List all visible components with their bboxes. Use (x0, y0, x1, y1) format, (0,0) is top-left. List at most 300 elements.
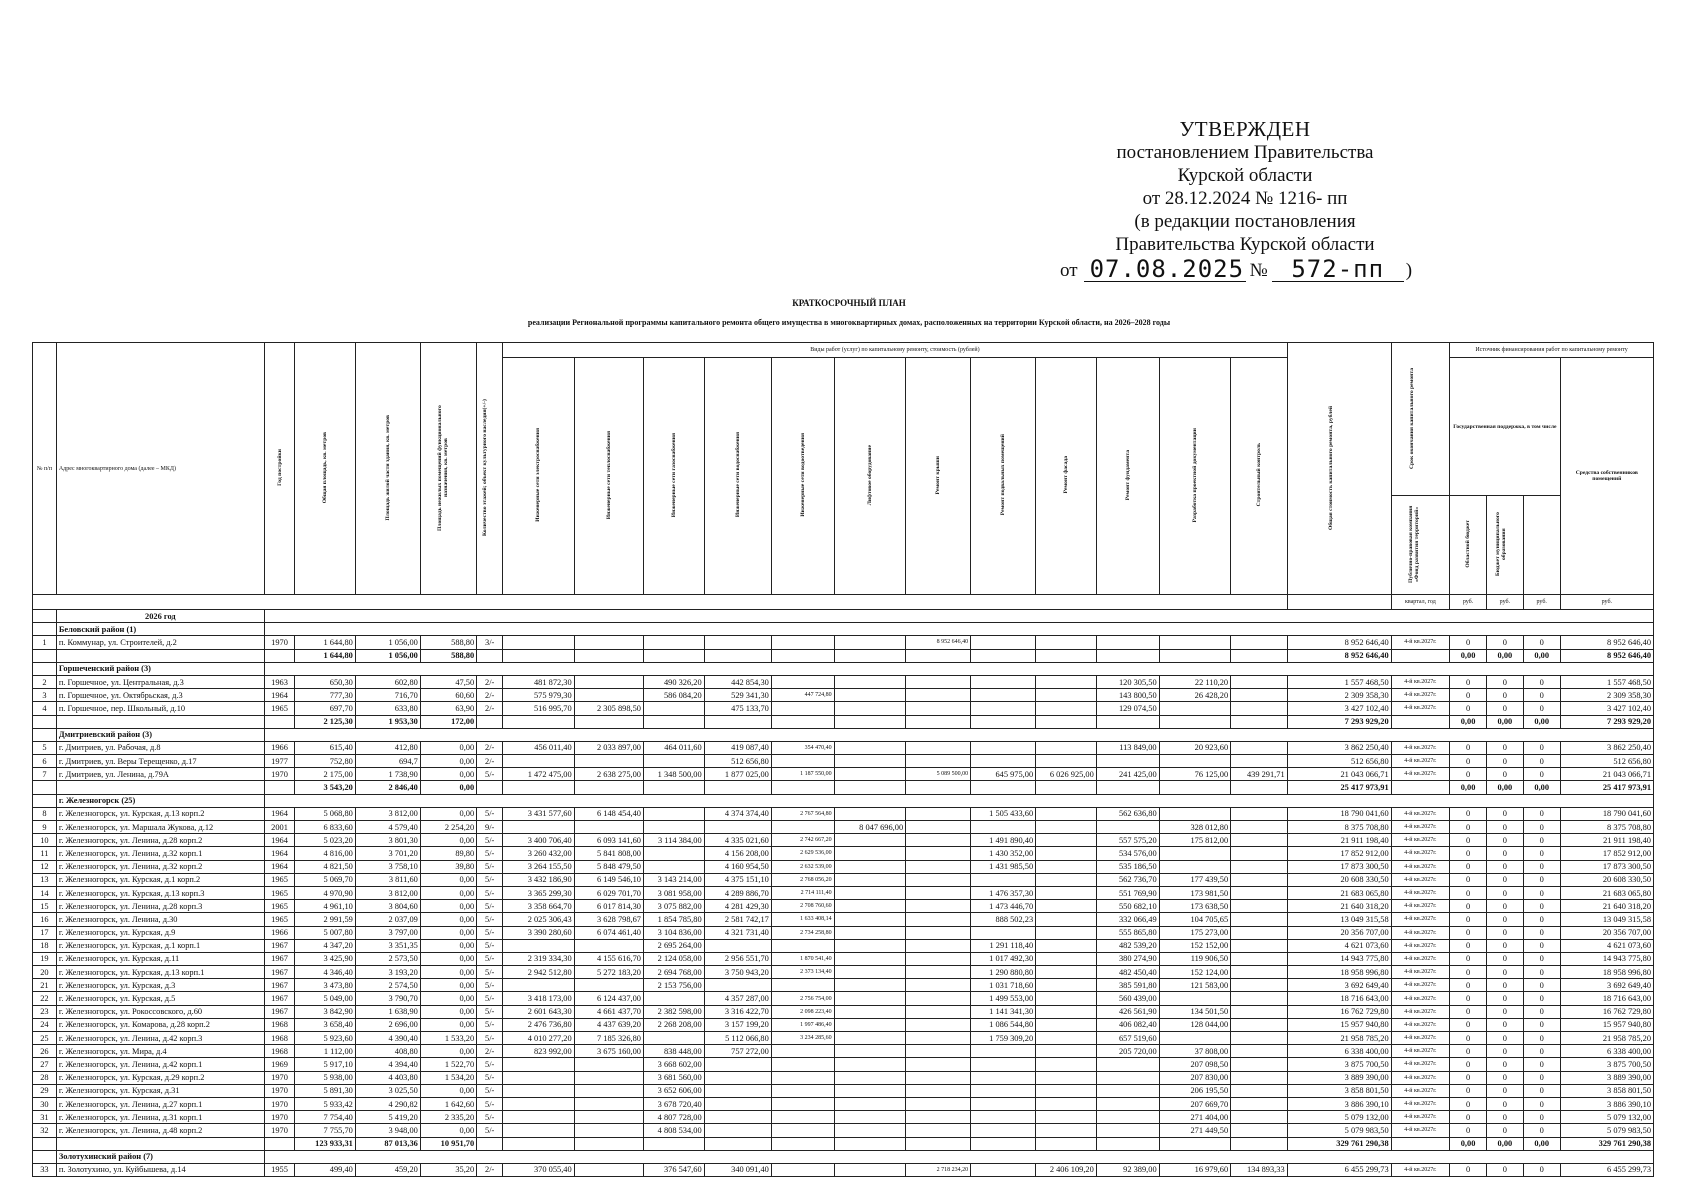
cell-f3: 0 (1523, 689, 1560, 702)
cell-lift (834, 1163, 906, 1176)
cell-f3: 0 (1523, 847, 1560, 860)
cell-nonres: 0,00 (420, 913, 476, 926)
cell-own: 2 309 358,30 (1560, 689, 1653, 702)
cell-gas: 3 114 384,00 (643, 834, 704, 847)
cell-sum: 21 640 318,20 (1287, 900, 1391, 913)
cell-ctrl (1231, 860, 1288, 873)
cell-f1: 0 (1450, 702, 1487, 715)
cell-power: 3 358 664,70 (503, 900, 575, 913)
cell-living: 2 573,50 (355, 952, 420, 965)
cell-addr: п. Золотухино, ул. Куйбышева, д.14 (56, 1163, 264, 1176)
cell-water: 1 877 025,00 (704, 768, 771, 781)
cell-term: 4-й кв.2027г. (1391, 675, 1450, 688)
cell-own: 5 079 983,50 (1560, 1124, 1653, 1137)
cell-addr: г. Железногорск, ул. Курская, д.13 корп.2 (56, 807, 264, 820)
cell-f3: 0 (1523, 992, 1560, 1005)
table-row (33, 966, 1654, 979)
cell-water: 4 156 208,00 (704, 847, 771, 860)
cell-n: 27 (33, 1058, 57, 1071)
table-row (33, 1084, 1654, 1097)
cell-own: 17 873 300,50 (1560, 860, 1653, 873)
cell-total: 4 347,20 (295, 939, 356, 952)
cell-nonres: 0,00 (420, 768, 476, 781)
cell-sewer (771, 979, 834, 992)
cell-found: 406 082,40 (1096, 1018, 1159, 1031)
cell-f2: 0 (1486, 1163, 1523, 1176)
cell-roof (906, 1005, 971, 1018)
funding-group-header: Источник финансирования работ по капитальному ремонту (1450, 343, 1654, 358)
cell-sewer: 2 632 539,00 (771, 860, 834, 873)
cell-found: 560 439,00 (1096, 992, 1159, 1005)
cell-own: 8 952 646,40 (1560, 649, 1653, 662)
cell-f3: 0 (1523, 807, 1560, 820)
cell-gas: 490 326,20 (643, 675, 704, 688)
cell-base: 1 141 341,30 (971, 1005, 1036, 1018)
col-total-area: Общая площадь, кв. метров (322, 431, 328, 504)
cell-base: 1 017 492,30 (971, 952, 1036, 965)
cell-design (1159, 992, 1231, 1005)
cell-own: 7 293 929,20 (1560, 715, 1653, 728)
cell-n: 15 (33, 900, 57, 913)
cell-total: 4 961,10 (295, 900, 356, 913)
cell-f1: 0 (1450, 860, 1487, 873)
cell-gas (643, 781, 704, 794)
cell-roof (906, 1137, 971, 1150)
cell-heat (574, 781, 643, 794)
cell-nonres: 1 642,60 (420, 1097, 476, 1110)
cell-gas: 3 681 560,00 (643, 1071, 704, 1084)
section-spacer (33, 794, 57, 807)
cell-nonres: 0,00 (420, 755, 476, 768)
cell-term: 4-й кв.2027г. (1391, 952, 1450, 965)
cell-ctrl (1231, 781, 1288, 794)
cell-f2: 0 (1486, 939, 1523, 952)
cell-f1: 0 (1450, 939, 1487, 952)
cell-sum: 5 079 983,50 (1287, 1124, 1391, 1137)
cell-living: 3 351,35 (355, 939, 420, 952)
cell-design: 207 098,50 (1159, 1058, 1231, 1071)
section-title: Горшеченский район (3) (56, 662, 264, 675)
cell-term: 4-й кв.2027г. (1391, 755, 1450, 768)
cell-water (704, 1071, 771, 1084)
cell-total: 499,40 (295, 1163, 356, 1176)
cell-sewer: 1 997 486,40 (771, 1018, 834, 1031)
cell-fl: 5/- (477, 768, 503, 781)
cell-facade (1036, 1018, 1097, 1031)
plan-table (32, 342, 1654, 1177)
cell-living: 3 758,10 (355, 860, 420, 873)
cell-sum: 25 417 973,91 (1287, 781, 1391, 794)
cell-year (264, 715, 294, 728)
cell-year: 1967 (264, 979, 294, 992)
cell-f3: 0 (1523, 1058, 1560, 1071)
cell-living: 408,80 (355, 1045, 420, 1058)
cell-f2: 0 (1486, 952, 1523, 965)
cell-facade (1036, 873, 1097, 886)
cell-year: 1964 (264, 689, 294, 702)
cell-power: 3 260 432,00 (503, 847, 575, 860)
cell-roof (906, 1124, 971, 1137)
section-fill (264, 1150, 1653, 1163)
table-row (33, 847, 1654, 860)
cell-ctrl: 134 893,33 (1231, 1163, 1288, 1176)
cell-fl: 2/- (477, 675, 503, 688)
cell-water: 419 087,40 (704, 741, 771, 754)
cell-n: 23 (33, 1005, 57, 1018)
state-support-header: Государственная поддержка, в том числе (1450, 358, 1560, 496)
cell-own: 3 427 102,40 (1560, 702, 1653, 715)
cell-fl: 2/- (477, 755, 503, 768)
cell-fl: 5/- (477, 1111, 503, 1124)
section-title: Дмитриевский район (3) (56, 728, 264, 741)
cell-f2: 0 (1486, 821, 1523, 834)
cell-facade (1036, 860, 1097, 873)
cell-ctrl (1231, 952, 1288, 965)
cell-base: 1 086 544,80 (971, 1018, 1036, 1031)
section-row (33, 728, 1654, 741)
cell-base (971, 715, 1036, 728)
table-row (33, 821, 1654, 834)
cell-f3: 0 (1523, 1071, 1560, 1084)
cell-heat (574, 715, 643, 728)
cell-fl: 2/- (477, 702, 503, 715)
cell-design: 207 830,00 (1159, 1071, 1231, 1084)
cell-lift (834, 755, 906, 768)
cell-total: 4 346,40 (295, 966, 356, 979)
cell-water (704, 1124, 771, 1137)
cell-year: 1965 (264, 913, 294, 926)
cell-nonres: 1 534,20 (420, 1071, 476, 1084)
cell-term: 4-й кв.2027г. (1391, 768, 1450, 781)
cell-sum: 14 943 775,80 (1287, 952, 1391, 965)
approval-line-3: от 28.12.2024 № 1216- пп (1142, 188, 1348, 209)
col-address: Адрес многоквартирного дома (далее – МКД) (56, 343, 264, 595)
col-heat: Инженерные сети теплоснабжения (605, 430, 612, 520)
cell-n: 14 (33, 886, 57, 899)
cell-f1: 0 (1450, 847, 1487, 860)
cell-total: 5 891,30 (295, 1084, 356, 1097)
cell-f1: 0 (1450, 636, 1487, 649)
year-label: 2026 год (56, 610, 264, 623)
cell-sewer: 1 633 408,14 (771, 913, 834, 926)
cell-fl: 5/- (477, 873, 503, 886)
cell-n: 20 (33, 966, 57, 979)
cell-f1: 0 (1450, 834, 1487, 847)
cell-f1: 0 (1450, 741, 1487, 754)
cell-f1: 0 (1450, 1124, 1487, 1137)
cell-year: 1970 (264, 1097, 294, 1110)
cell-roof: 5 089 500,00 (906, 768, 971, 781)
cell-lift (834, 1124, 906, 1137)
cell-nonres: 47,50 (420, 675, 476, 688)
cell-f3: 0 (1523, 702, 1560, 715)
cell-own: 20 608 330,50 (1560, 873, 1653, 886)
cell-gas: 2 695 264,00 (643, 939, 704, 952)
cell-f1: 0 (1450, 1005, 1487, 1018)
cell-heat: 4 155 616,70 (574, 952, 643, 965)
cell-f1: 0 (1450, 1071, 1487, 1084)
cell-sum: 3 875 700,50 (1287, 1058, 1391, 1071)
cell-roof (906, 1045, 971, 1058)
cell-heat: 4 661 437,70 (574, 1005, 643, 1018)
cell-living: 1 738,90 (355, 768, 420, 781)
cell-facade (1036, 1045, 1097, 1058)
cell-power: 2 942 512,80 (503, 966, 575, 979)
table-row (33, 1124, 1654, 1137)
cell-term: 4-й кв.2027г. (1391, 702, 1450, 715)
cell-f1: 0 (1450, 1032, 1487, 1045)
cell-gas: 3 652 606,00 (643, 1084, 704, 1097)
cell-n: 5 (33, 741, 57, 754)
col-local: Бюджет муниципального образования (1494, 512, 1507, 576)
cell-heat (574, 821, 643, 834)
cell-f1: 0 (1450, 1058, 1487, 1071)
cell-ctrl (1231, 675, 1288, 688)
cell-own: 25 417 973,91 (1560, 781, 1653, 794)
cell-own: 16 762 729,80 (1560, 1005, 1653, 1018)
cell-gas: 2 124 058,00 (643, 952, 704, 965)
cell-roof (906, 702, 971, 715)
cell-term: 4-й кв.2027г. (1391, 913, 1450, 926)
cell-lift (834, 847, 906, 860)
cell-n: 8 (33, 807, 57, 820)
cell-ctrl (1231, 821, 1288, 834)
cell-gas: 2 153 756,00 (643, 979, 704, 992)
unit-rub-2: руб. (1486, 595, 1523, 610)
cell-power: 3 432 186,90 (503, 873, 575, 886)
cell-own: 18 958 996,80 (1560, 966, 1653, 979)
unit-rub-3: руб. (1523, 595, 1560, 610)
cell-found: 557 575,20 (1096, 834, 1159, 847)
cell-facade (1036, 741, 1097, 754)
cell-f1: 0 (1450, 926, 1487, 939)
cell-n: 26 (33, 1045, 57, 1058)
cell-f2: 0 (1486, 900, 1523, 913)
cell-power (503, 821, 575, 834)
cell-term (1391, 649, 1450, 662)
cell-f1: 0 (1450, 675, 1487, 688)
approval-from: от (1060, 260, 1078, 281)
cell-nonres: 0,00 (420, 741, 476, 754)
cell-f3: 0 (1523, 1005, 1560, 1018)
cell-design: 328 012,80 (1159, 821, 1231, 834)
col-total-cost: Общая стоимость капитального ремонта, рублей (1328, 405, 1335, 530)
cell-year: 1964 (264, 807, 294, 820)
cell-facade (1036, 834, 1097, 847)
cell-fl: 2/- (477, 1163, 503, 1176)
cell-f1: 0 (1450, 913, 1487, 926)
col-fund: Публично-правовая компания «Фонд развития территорий» (1408, 505, 1421, 583)
cell-nonres: 0,00 (420, 1124, 476, 1137)
cell-total: 2 175,00 (295, 768, 356, 781)
cell-design: 76 125,00 (1159, 768, 1231, 781)
cell-power (503, 1137, 575, 1150)
cell-gas: 1 854 785,80 (643, 913, 704, 926)
cell-facade (1036, 1084, 1097, 1097)
table-row (33, 834, 1654, 847)
cell-nonres: 0,00 (420, 979, 476, 992)
cell-roof (906, 992, 971, 1005)
col-nonres-area: Площадь нежилых помещений функционального назначения, кв. метров (437, 404, 450, 531)
cell-addr: г. Железногорск, ул. Ленина, д.48 корп.2 (56, 1124, 264, 1137)
cell-facade (1036, 952, 1097, 965)
unit-rub-1: руб. (1450, 595, 1487, 610)
cell-facade (1036, 781, 1097, 794)
cell-sum: 17 873 300,50 (1287, 860, 1391, 873)
cell-f2: 0,00 (1486, 649, 1523, 662)
cell-gas (643, 702, 704, 715)
approval-close: ) (1405, 260, 1413, 281)
cell-power: 3 400 706,40 (503, 834, 575, 847)
cell-facade (1036, 992, 1097, 1005)
cell-total: 5 923,60 (295, 1032, 356, 1045)
cell-f1: 0 (1450, 1097, 1487, 1110)
approval-stamp (1060, 118, 1430, 282)
cell-found: 535 186,50 (1096, 860, 1159, 873)
cell-found: 332 066,49 (1096, 913, 1159, 926)
cell-total: 123 933,31 (295, 1137, 356, 1150)
cell-design (1159, 702, 1231, 715)
cell-found: 551 769,90 (1096, 886, 1159, 899)
cell-roof (906, 939, 971, 952)
cell-roof (906, 675, 971, 688)
cell-base (971, 702, 1036, 715)
cell-found (1096, 755, 1159, 768)
cell-nonres: 588,80 (420, 636, 476, 649)
cell-f1: 0 (1450, 886, 1487, 899)
cell-heat: 6 148 454,40 (574, 807, 643, 820)
cell-sewer: 2 629 536,00 (771, 847, 834, 860)
cell-sum: 18 716 643,00 (1287, 992, 1391, 1005)
cell-facade (1036, 886, 1097, 899)
cell-nonres: 63,90 (420, 702, 476, 715)
cell-roof (906, 1111, 971, 1124)
cell-base (971, 1124, 1036, 1137)
cell-nonres: 0,00 (420, 900, 476, 913)
cell-facade: 2 406 109,20 (1036, 1163, 1097, 1176)
cell-sum: 8 952 646,40 (1287, 649, 1391, 662)
section-row (33, 1150, 1654, 1163)
cell-f1: 0 (1450, 966, 1487, 979)
cell-ctrl (1231, 847, 1288, 860)
cell-roof (906, 689, 971, 702)
cell-f3: 0,00 (1523, 781, 1560, 794)
cell-addr: г. Железногорск, ул. Курская, д.29 корп.2 (56, 1071, 264, 1084)
cell-sum: 21 043 066,71 (1287, 768, 1391, 781)
cell-power: 1 472 475,00 (503, 768, 575, 781)
cell-water: 340 091,40 (704, 1163, 771, 1176)
cell-roof (906, 847, 971, 860)
cell-lift: 8 047 696,00 (834, 821, 906, 834)
cell-total: 697,70 (295, 702, 356, 715)
cell-design (1159, 1137, 1231, 1150)
cell-power: 3 418 173,00 (503, 992, 575, 1005)
cell-gas (643, 636, 704, 649)
cell-water: 4 160 954,50 (704, 860, 771, 873)
cell-n: 7 (33, 768, 57, 781)
cell-fl: 3/- (477, 636, 503, 649)
cell-nonres: 0,00 (420, 873, 476, 886)
cell-found (1096, 1124, 1159, 1137)
cell-living: 2 037,09 (355, 913, 420, 926)
cell-f2: 0 (1486, 979, 1523, 992)
cell-term: 4-й кв.2027г. (1391, 966, 1450, 979)
cell-roof (906, 741, 971, 754)
section-title: г. Железногорск (25) (56, 794, 264, 807)
cell-found (1096, 636, 1159, 649)
cell-f1: 0 (1450, 1084, 1487, 1097)
table-row (33, 1163, 1654, 1176)
cell-lift (834, 1032, 906, 1045)
cell-power (503, 939, 575, 952)
cell-total: 1 112,00 (295, 1045, 356, 1058)
cell-ctrl (1231, 807, 1288, 820)
cell-design: 207 669,70 (1159, 1097, 1231, 1110)
cell-year: 1968 (264, 1045, 294, 1058)
cell-power: 3 431 577,60 (503, 807, 575, 820)
col-region: Областной бюджет (1465, 520, 1472, 568)
table-row (33, 1032, 1654, 1045)
cell-lift (834, 966, 906, 979)
cell-total: 7 755,70 (295, 1124, 356, 1137)
cell-term: 4-й кв.2027г. (1391, 1058, 1450, 1071)
cell-base (971, 926, 1036, 939)
cell-fl: 5/- (477, 966, 503, 979)
cell-roof (906, 886, 971, 899)
cell-lift (834, 1071, 906, 1084)
cell-roof (906, 1058, 971, 1071)
cell-sewer: 2 714 111,40 (771, 886, 834, 899)
cell-addr (56, 1137, 264, 1150)
cell-ctrl: 439 291,71 (1231, 768, 1288, 781)
cell-f3: 0 (1523, 741, 1560, 754)
cell-lift (834, 807, 906, 820)
cell-sum: 3 858 801,50 (1287, 1084, 1391, 1097)
cell-year (264, 649, 294, 662)
cell-living: 2 696,00 (355, 1018, 420, 1031)
cell-water (704, 979, 771, 992)
cell-nonres: 0,00 (420, 1018, 476, 1031)
cell-roof (906, 900, 971, 913)
table-row (33, 1111, 1654, 1124)
cell-term: 4-й кв.2027г. (1391, 807, 1450, 820)
cell-sewer (771, 821, 834, 834)
cell-fl: 5/- (477, 886, 503, 899)
cell-living: 3 948,00 (355, 1124, 420, 1137)
table-row (33, 913, 1654, 926)
cell-n: 11 (33, 847, 57, 860)
table-row (33, 900, 1654, 913)
cell-roof (906, 1084, 971, 1097)
cell-n: 24 (33, 1018, 57, 1031)
cell-water: 4 375 151,10 (704, 873, 771, 886)
cell-water: 3 316 422,70 (704, 1005, 771, 1018)
cell-roof (906, 1097, 971, 1110)
cell-own: 18 716 643,00 (1560, 992, 1653, 1005)
cell-heat: 6 017 814,30 (574, 900, 643, 913)
cell-roof (906, 1032, 971, 1045)
cell-addr: г. Железногорск, ул. Ленина, д.28 корп.3 (56, 900, 264, 913)
cell-f3: 0 (1523, 1124, 1560, 1137)
cell-year: 1965 (264, 873, 294, 886)
cell-addr: г. Железногорск, ул. Ленина, д.31 корп.1 (56, 1111, 264, 1124)
cell-power: 2 476 736,80 (503, 1018, 575, 1031)
cell-facade (1036, 926, 1097, 939)
cell-year (264, 1137, 294, 1150)
cell-fl: 5/- (477, 860, 503, 873)
cell-sum: 2 309 358,30 (1287, 689, 1391, 702)
cell-found: 550 682,10 (1096, 900, 1159, 913)
